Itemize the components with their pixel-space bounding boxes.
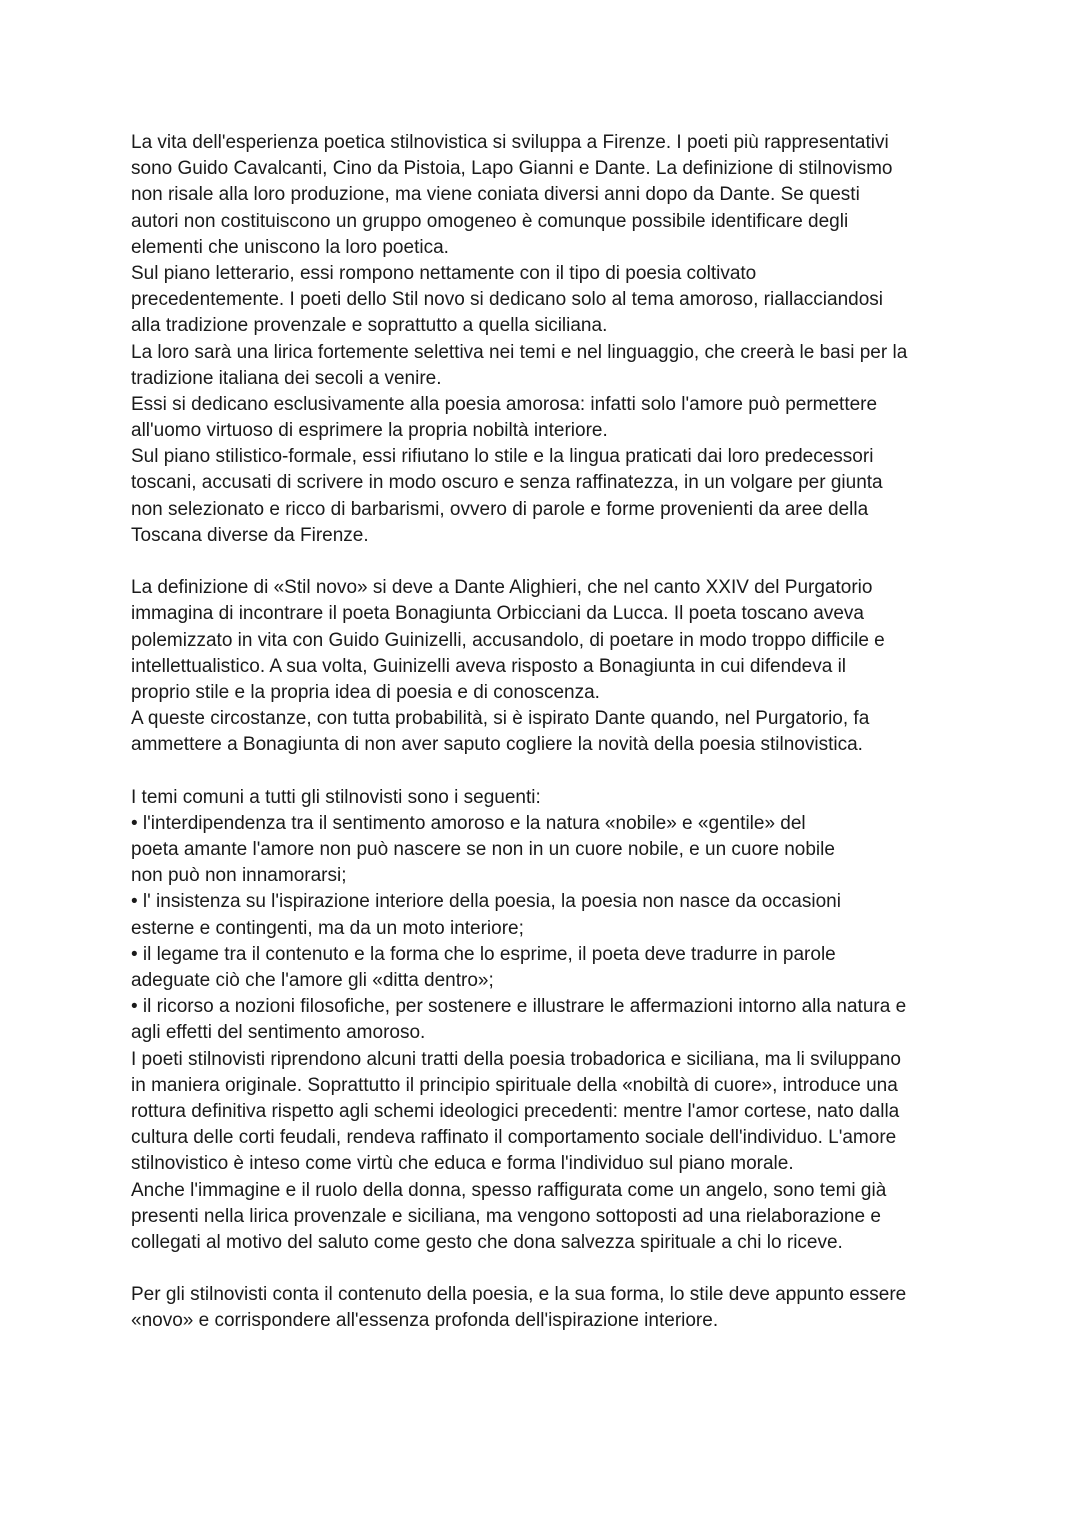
text-line: all'uomo virtuoso di esprimere la propria nobiltà interiore. bbox=[131, 420, 608, 442]
paragraph-break bbox=[131, 1256, 961, 1282]
text-line: stilnovistico è inteso come virtù che educa e forma l'individuo sul piano morale. bbox=[131, 1153, 794, 1175]
text-line: poeta amante l'amore non può nascere se non in un cuore nobile, e un cuore nobile bbox=[131, 839, 835, 861]
text-line: Sul piano letterario, essi rompono nettamente con il tipo di poesia coltivato bbox=[131, 262, 757, 284]
text-line: presenti nella lirica provenzale e siciliana, ma vengono sottoposti ad una rielaborazione e bbox=[131, 1205, 881, 1227]
text-line: non risale alla loro produzione, ma viene coniata diversi anni dopo da Dante. Se questi bbox=[131, 184, 860, 206]
text-line: Essi si dedicano esclusivamente alla poesia amorosa: infatti solo l'amore può permettere bbox=[131, 393, 878, 415]
text-line: autori non costituiscono un gruppo omogeneo è comunque possibile identificare degli bbox=[131, 210, 849, 232]
text-line: esterne e contingenti, ma da un moto interiore; bbox=[131, 917, 524, 939]
text-line: sono Guido Cavalcanti, Cino da Pistoia, Lapo Gianni e Dante. La definizione di stilnovismo bbox=[131, 158, 893, 180]
text-line: ammettere a Bonagiunta di non aver saputo cogliere la novità della poesia stilnovistica. bbox=[131, 734, 863, 756]
document-body bbox=[131, 130, 961, 1335]
text-line: collegati al motivo del saluto come gesto che dona salvezza spirituale a chi lo riceve. bbox=[131, 1231, 843, 1253]
text-line: Sul piano stilistico-formale, essi rifiutano lo stile e la lingua praticati dai loro predecessori bbox=[131, 446, 874, 468]
text-line: Anche l'immagine e il ruolo della donna, spesso raffigurata come un angelo, sono temi già bbox=[131, 1179, 887, 1201]
text-line: • l' insistenza su l'ispirazione interiore della poesia, la poesia non nasce da occasioni bbox=[131, 891, 841, 913]
text-line: precedentemente. I poeti dello Stil novo si dedicano solo al tema amoroso, riallacciandosi bbox=[131, 289, 883, 311]
text-line: La vita dell'esperienza poetica stilnovistica si sviluppa a Firenze. I poeti più rappresentativi bbox=[131, 132, 889, 153]
text-line: in maniera originale. Soprattutto il principio spirituale della «nobiltà di cuore», introduce una bbox=[131, 1074, 898, 1096]
text-line: • il ricorso a nozioni filosofiche, per sostenere e illustrare le affermazioni intorno alla natura e bbox=[131, 996, 907, 1018]
text-line: La loro sarà una lirica fortemente selettiva nei temi e nel linguaggio, che creerà le basi per la bbox=[131, 341, 908, 363]
text-line: I poeti stilnovisti riprendono alcuni tratti della poesia trobadorica e siciliana, ma li sviluppano bbox=[131, 1048, 901, 1070]
paragraph-break bbox=[131, 549, 961, 575]
text-line: proprio stile e la propria idea di poesia e di conoscenza. bbox=[131, 681, 600, 703]
paragraph-break bbox=[131, 759, 961, 785]
text-line: A queste circostanze, con tutta probabilità, si è ispirato Dante quando, nel Purgatorio, fa bbox=[131, 708, 870, 730]
text-line: Toscana diverse da Firenze. bbox=[131, 524, 369, 546]
text-line: elementi che uniscono la loro poetica. bbox=[131, 236, 449, 258]
text-line: cultura delle corti feudali, rendeva raffinato il comportamento sociale dell'individuo. L'amore bbox=[131, 1127, 897, 1149]
text-line: • l'interdipendenza tra il sentimento amoroso e la natura «nobile» e «gentile» del bbox=[131, 812, 806, 834]
text-line: • il legame tra il contenuto e la forma che lo esprime, il poeta deve tradurre in parole bbox=[131, 943, 836, 965]
text-line: toscani, accusati di scrivere in modo oscuro e senza raffinatezza, in un volgare per giunta bbox=[131, 472, 883, 494]
text-line: I temi comuni a tutti gli stilnovisti sono i seguenti: bbox=[131, 786, 541, 808]
text-line: La definizione di «Stil novo» si deve a Dante Alighieri, che nel canto XXIV del Purgatorio bbox=[131, 577, 873, 599]
text-line: non può non innamorarsi; bbox=[131, 865, 347, 887]
text-line: non selezionato e ricco di barbarismi, ovvero di parole e forme provenienti da aree della bbox=[131, 498, 869, 520]
text-line: polemizzato in vita con Guido Guinizelli, accusandolo, di poetare in modo troppo difficile e bbox=[131, 629, 885, 651]
text-line: intellettualistico. A sua volta, Guinizelli aveva risposto a Bonagiunta in cui difendeva il bbox=[131, 655, 847, 677]
text-line: immagina di incontrare il poeta Bonagiunta Orbicciani da Lucca. Il poeta toscano aveva bbox=[131, 603, 864, 625]
text-line: Per gli stilnovisti conta il contenuto della poesia, e la sua forma, lo stile deve appunto essere bbox=[131, 1284, 907, 1306]
text-line: rottura definitiva rispetto agli schemi ideologici precedenti: mentre l'amor cortese, nato dalla bbox=[131, 1100, 900, 1122]
text-line: adeguate ciò che l'amore gli «ditta dentro»; bbox=[131, 970, 494, 991]
text-line: agli effetti del sentimento amoroso. bbox=[131, 1022, 426, 1044]
text-line: alla tradizione provenzale e soprattutto a quella siciliana. bbox=[131, 315, 608, 337]
text-line: «novo» e corrispondere all'essenza profonda dell'ispirazione interiore. bbox=[131, 1310, 719, 1332]
text-line: tradizione italiana dei secoli a venire. bbox=[131, 367, 442, 389]
